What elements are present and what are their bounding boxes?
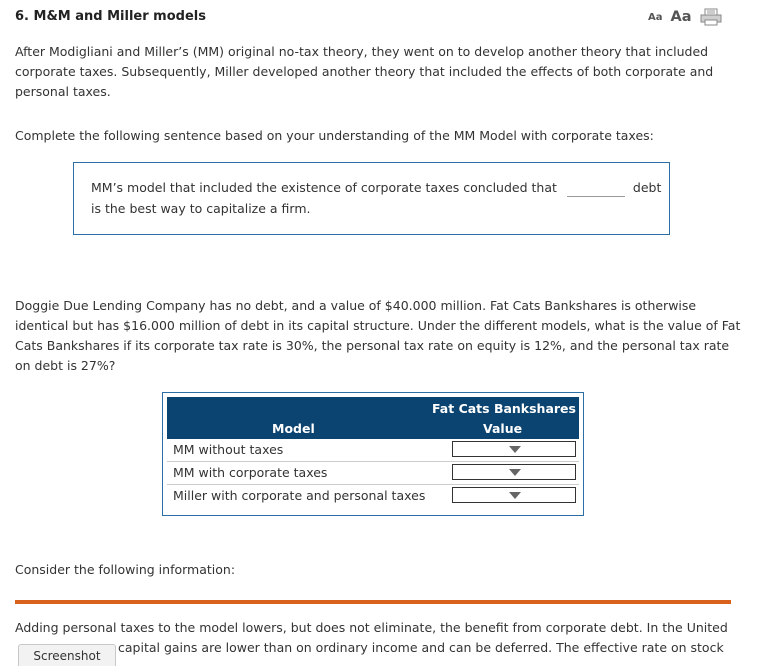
sentence-completion-box: [73, 162, 670, 235]
row-model-label: MM with corporate taxes: [173, 465, 328, 480]
question-title: 6. M&M and Miller models: [15, 9, 206, 24]
font-size-large-button[interactable]: Aa: [670, 9, 692, 25]
sentence-part3: is the best way to capitalize a firm.: [91, 201, 311, 216]
info-paragraph-line1: Adding personal taxes to the model lowers, but does not eliminate, the benefit from corporate debt. In the United: [15, 620, 728, 635]
row-model-label: MM without taxes: [173, 442, 284, 457]
table-row: [167, 439, 579, 462]
header-model: Model: [272, 421, 315, 436]
font-size-small-button[interactable]: Aa: [648, 11, 663, 23]
header-value-line2: Value: [483, 421, 523, 436]
dropdown-arrow-icon: [509, 492, 521, 499]
consider-label: Consider the following information:: [15, 562, 236, 577]
info-paragraph-line2: capital gains are lower than on ordinary income and can be deferred. The effective rate on stock: [118, 640, 724, 655]
print-icon[interactable]: [700, 8, 722, 26]
font-size-tools: [648, 8, 722, 26]
value-dropdown[interactable]: [452, 441, 576, 457]
value-dropdown[interactable]: [452, 487, 576, 503]
dropdown-arrow-icon: [509, 446, 521, 453]
sentence-line: [91, 180, 661, 197]
sentence-part1: MM’s model that included the existence of corporate taxes concluded that: [91, 180, 557, 195]
section-divider: [15, 600, 731, 604]
screenshot-button[interactable]: Screenshot: [18, 644, 116, 666]
value-table: [162, 392, 584, 516]
header-value-line1: Fat Cats Bankshares: [432, 401, 576, 416]
intro-paragraph: After Modigliani and Miller’s (MM) original no-tax theory, they went on to develop another theory that included corporate taxes. Subsequently, Miller developed another theory that included the effects of both corporate and personal taxes.: [15, 44, 714, 99]
answer-blank[interactable]: [567, 180, 625, 197]
table-row: [167, 485, 579, 507]
row-model-label: Miller with corporate and personal taxes: [173, 488, 426, 503]
table-header: [167, 397, 579, 439]
prompt-paragraph: Complete the following sentence based on your understanding of the MM Model with corporate taxes:: [15, 128, 654, 143]
value-dropdown[interactable]: [452, 464, 576, 480]
scenario-paragraph: Doggie Due Lending Company has no debt, and a value of $40.000 million. Fat Cats Bankshares is otherwise identical but has $16.000 million of debt in its capital structure. Under the different models, what is the value of Fat Cats Bankshares if its corporate tax rate is 30%, the personal tax rate on equity is 12%, and the personal tax rate on debt is 27%?: [15, 298, 741, 373]
table-row: [167, 462, 579, 485]
dropdown-arrow-icon: [509, 469, 521, 476]
sentence-part2: debt: [632, 180, 662, 195]
